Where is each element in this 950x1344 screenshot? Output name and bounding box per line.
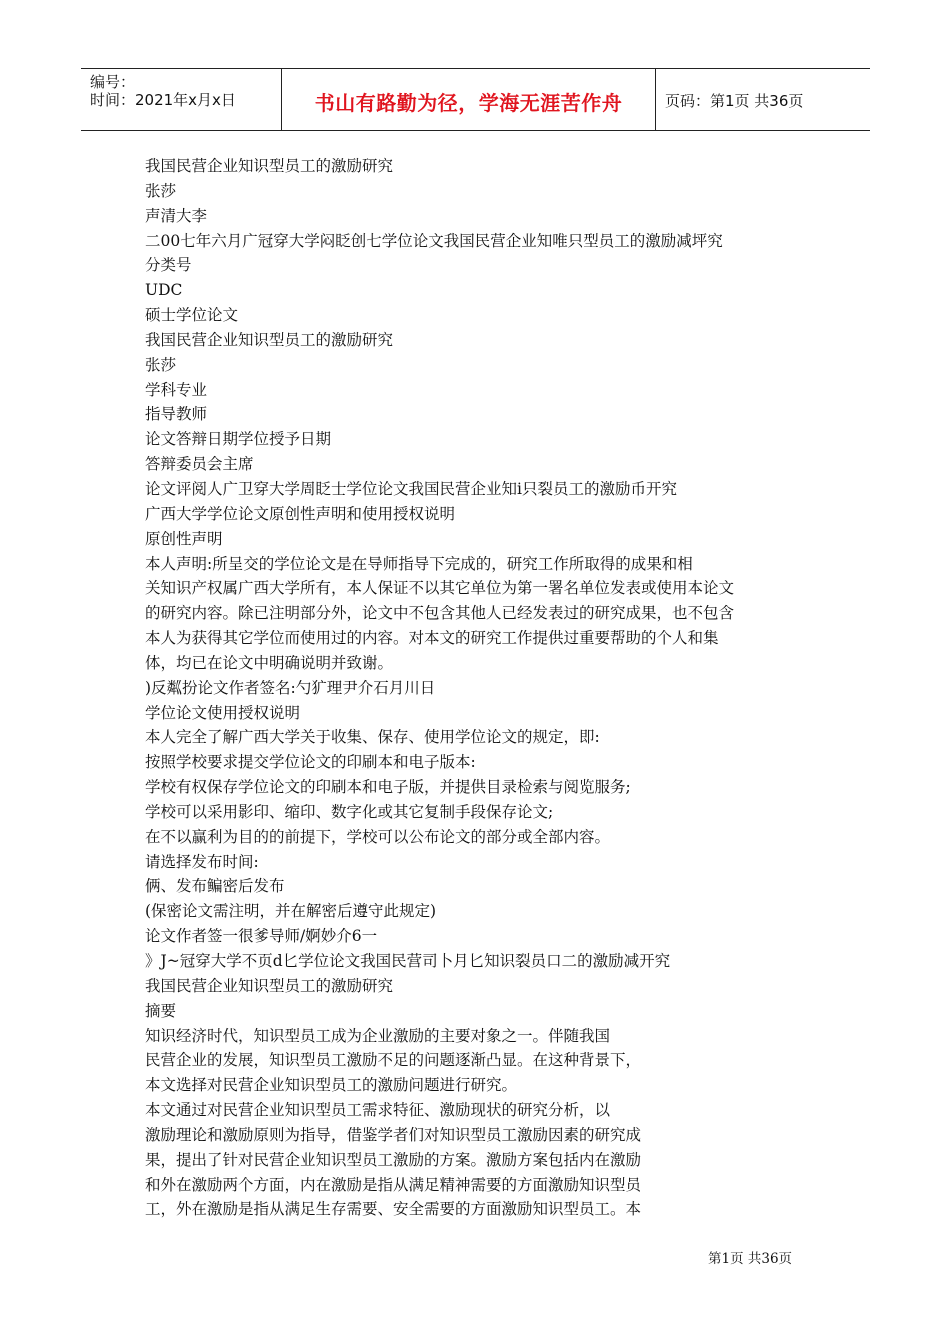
text-line: 本人声明:所呈交的学位论文是在导师指导下完成的，研究工作所取得的成果和相 — [145, 554, 693, 573]
text-line: 摘要 — [145, 1001, 177, 1020]
page-footer: 第1页 共36页 — [708, 1251, 793, 1267]
text-line: 张莎 — [145, 181, 177, 200]
text-line: 民营企业的发展，知识型员工激励不足的问题逐渐凸显。在这种背景下， — [145, 1051, 642, 1070]
text-line: 工，外在激励是指从满足生存需要、安全需要的方面激励知识型员工。本 — [145, 1200, 642, 1219]
text-line: 指导教师 — [145, 405, 208, 424]
text-line: 学校可以采用影印、缩印、数字化或其它复制手段保存论文; — [145, 802, 554, 821]
time-label: 时间：2021年x月x日 — [90, 91, 236, 109]
header-page-cell — [655, 69, 870, 130]
header-meta-cell — [81, 69, 281, 130]
text-line: 分类号 — [145, 256, 192, 275]
text-line: 俩、发布鳊密后发布 — [145, 877, 285, 896]
text-line: 本人为获得其它学位而使用过的内容。对本文的研究工作提供过重要帮助的个人和集 — [145, 629, 719, 648]
text-line: 按照学校要求提交学位论文的印刷本和电子版本: — [145, 753, 476, 772]
text-line: UDC — [145, 281, 183, 300]
text-line: 关知识产权属广西大学所有，本人保证不以其它单位为第一署名单位发表或使用本论文 — [145, 579, 735, 598]
text-line: 答辩委员会主席 — [145, 455, 254, 474]
text-line: 我国民营企业知识型员工的激励研究 — [145, 157, 394, 175]
text-line: 果，提出了针对民营企业知识型员工激励的方案。激励方案包括内在激励 — [145, 1150, 642, 1169]
text-line: 原创性声明 — [145, 529, 223, 548]
text-line: 广西大学学位论文原创性声明和使用授权说明 — [145, 504, 456, 523]
text-line: 二00七年六月广冠穿大学闷眨创七学位论文我国民营企业知唯只型员工的激励减坪究 — [145, 231, 723, 250]
text-line: 的研究内容。除已注明部分外，论文中不包含其他人已经发表过的研究成果，也不包含 — [145, 604, 735, 623]
text-line: 本人完全了解广西大学关于收集、保存、使用学位论文的规定，即: — [145, 728, 600, 747]
text-line: 硕士学位论文 — [145, 306, 239, 325]
text-line: 声清大李 — [145, 206, 208, 225]
text-line: 本文选择对民营企业知识型员工的激励问题进行研究。 — [145, 1076, 518, 1095]
text-line: 体，均已在论文中明确说明并致谢。 — [145, 653, 394, 672]
text-line: 学位论文使用授权说明 — [145, 703, 301, 722]
text-line: 激励理论和激励原则为指导，借鉴学者们对知识型员工激励因素的研究成 — [145, 1125, 642, 1144]
text-line: 论文作者签一很爹导师/婀妙介6一 — [145, 927, 378, 946]
text-line: 》J~冠穿大学不页d匕学位论文我国民营司卜月匕知识裂员口二的激励减开究 — [145, 952, 671, 970]
text-line: 本文通过对民营企业知识型员工需求特征、激励现状的研究分析，以 — [145, 1101, 611, 1120]
page-header — [81, 68, 870, 131]
text-line: 和外在激励两个方面，内在激励是指从满足精神需要的方面激励知识型员 — [145, 1175, 642, 1194]
text-line: 请选择发布时间: — [145, 852, 259, 871]
text-line: 我国民营企业知识型员工的激励研究 — [145, 330, 394, 349]
header-motto-cell — [281, 69, 656, 130]
number-label: 编号： — [90, 73, 136, 91]
text-line: 在不以赢利为目的的前提下，学校可以公布论文的部分或全部内容。 — [145, 827, 611, 846]
text-line: 学校有权保存学位论文的印刷本和电子版，并提供目录检索与阅览服务; — [145, 778, 631, 797]
text-line: 张莎 — [145, 355, 177, 374]
page-info: 页码：第1页 共36页 — [665, 92, 804, 110]
text-line: 我国民营企业知识型员工的激励研究 — [145, 976, 394, 995]
text-line: 学科专业 — [145, 380, 208, 399]
motto: 书山有路勤为径，学海无涯苦作舟 — [314, 91, 623, 115]
text-line: )反粼扮论文作者签名:勺犷理尹介石月川日 — [145, 678, 436, 697]
document-body — [145, 154, 795, 1222]
text-line: 论文答辩日期学位授予日期 — [145, 430, 332, 449]
text-line: 论文评阅人广卫穿大学周眨士学位论文我国民营企业知i只裂员工的激励币开究 — [145, 479, 677, 498]
text-line: 知识经济时代，知识型员工成为企业激励的主要对象之一。伴随我国 — [145, 1026, 611, 1045]
text-line: (保密论文需注明，并在解密后遵守此规定) — [145, 902, 437, 921]
